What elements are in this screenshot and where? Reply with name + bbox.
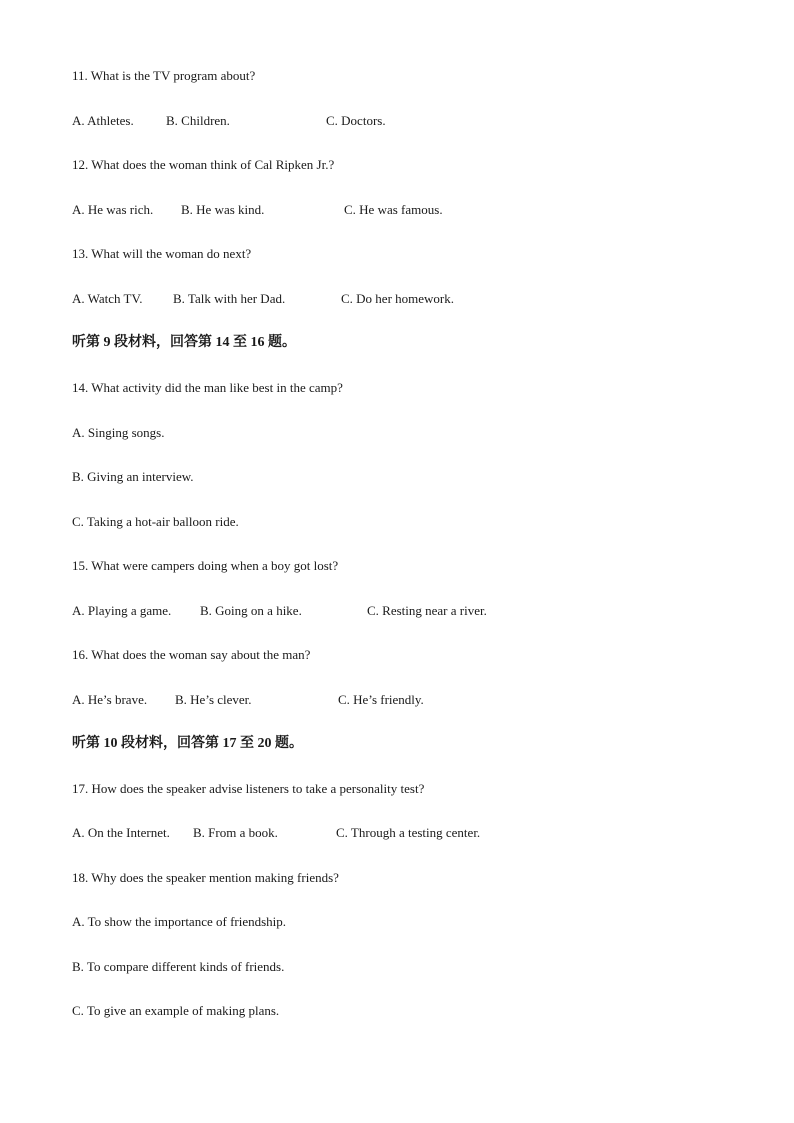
q17-option-c: C. Through a testing center.	[336, 825, 481, 840]
q11-question: 11. What is the TV program about?	[72, 68, 256, 83]
q11-option-a: A. Athletes.	[72, 113, 134, 128]
q15-option-b: B. Going on a hike.	[200, 603, 302, 618]
q18-option-b: B. To compare different kinds of friends.	[72, 959, 285, 974]
q14-option-c: C. Taking a hot-air balloon ride.	[72, 514, 239, 529]
q14-option-b: B. Giving an interview.	[72, 469, 194, 484]
q11-option-c: C. Doctors.	[326, 113, 386, 128]
q11-option-b: B. Children.	[166, 113, 230, 128]
q17-option-b: B. From a book.	[193, 825, 278, 840]
q18-option-c: C. To give an example of making plans.	[72, 1003, 280, 1018]
q14-option-a: A. Singing songs.	[72, 425, 165, 440]
q18-option-a: A. To show the importance of friendship.	[72, 914, 287, 929]
q17-question: 17. How does the speaker advise listeners to take a personality test?	[72, 781, 425, 796]
q13-question: 13. What will the woman do next?	[72, 246, 252, 261]
q16-option-b: B. He’s clever.	[175, 692, 252, 707]
q12-option-c: C. He was famous.	[344, 202, 443, 217]
q12-option-b: B. He was kind.	[181, 202, 265, 217]
q13-option-c: C. Do her homework.	[341, 291, 455, 306]
q16-option-c: C. He’s friendly.	[338, 692, 424, 707]
q15-question: 15. What were campers doing when a boy got lost?	[72, 558, 339, 573]
q16-option-a: A. He’s brave.	[72, 692, 148, 707]
section-9-heading: 听第 9 段材料，回答第 14 至 16 题。	[72, 335, 296, 350]
q12-question: 12. What does the woman think of Cal Ripken Jr.?	[72, 157, 335, 172]
q14-question: 14. What activity did the man like best in the camp?	[72, 380, 343, 395]
q15-option-a: A. Playing a game.	[72, 603, 172, 618]
q15-option-c: C. Resting near a river.	[367, 603, 487, 618]
q16-question: 16. What does the woman say about the man?	[72, 647, 311, 662]
q12-option-a: A. He was rich.	[72, 202, 154, 217]
q18-question: 18. Why does the speaker mention making friends?	[72, 870, 339, 885]
q13-option-b: B. Talk with her Dad.	[173, 291, 286, 306]
q17-option-a: A. On the Internet.	[72, 825, 170, 840]
section-10-heading: 听第 10 段材料，回答第 17 至 20 题。	[72, 736, 303, 751]
q13-option-a: A. Watch TV.	[72, 291, 143, 306]
